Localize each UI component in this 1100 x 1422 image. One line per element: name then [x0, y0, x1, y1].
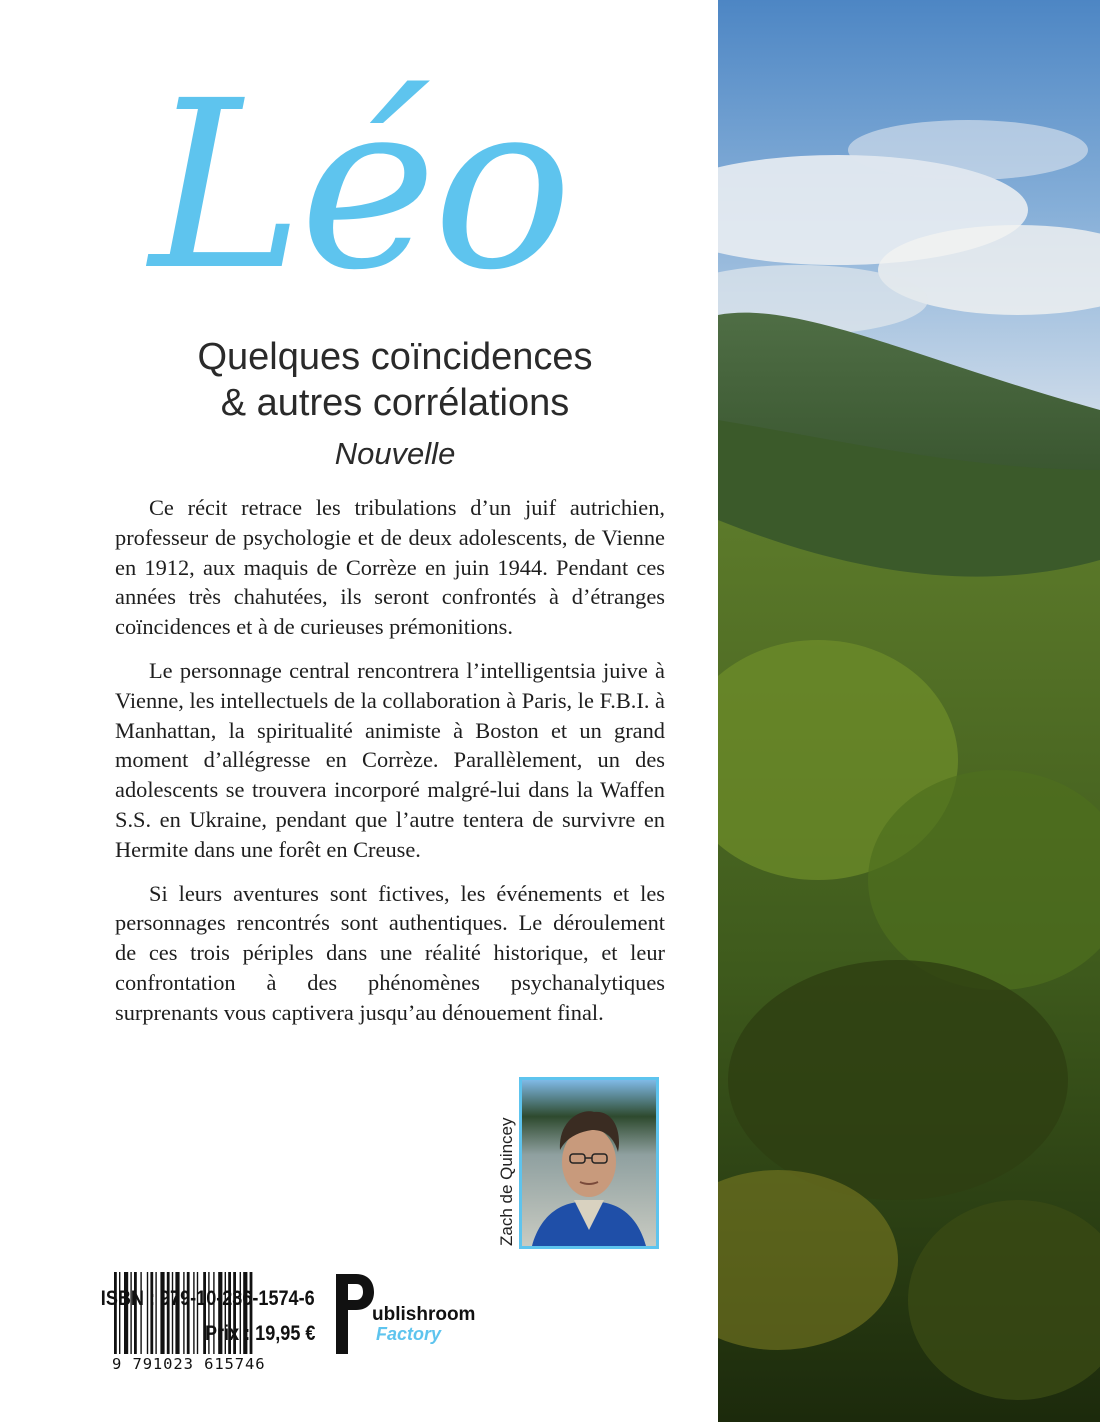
publisher-name: ublishroom — [372, 1304, 476, 1325]
book-genre: Nouvelle — [334, 436, 456, 471]
author-photo-frame — [519, 1077, 659, 1249]
blurb-paragraph-2: Le personnage central rencontrera l’intelligentsia juive à Vienne, les intellectuels de la collaboration à Paris, le F.B.I. à Manhattan, la spiritualité animiste à Boston et un grand moment d’allégresse en Corrèze. Parallèlement, un des adolescents se trouvera incorporé malgré-lui dans la Waffen S.S. en Ukraine, pendant que l’autre tentera de survivre en Hermite dans une forêt en Creuse. — [115, 657, 665, 862]
author-name: Zach de Quincey — [497, 1117, 516, 1246]
landscape-photo — [718, 0, 1100, 1422]
price: Prix : 19,95 € — [204, 1322, 315, 1345]
isbn: ISBN : 979-10-236-1574-6 — [101, 1287, 315, 1310]
subtitle-line-1: Quelques coïncidences — [197, 336, 593, 378]
blurb — [115, 493, 665, 1042]
book-title: Léo — [149, 51, 569, 321]
publisher-p-icon — [334, 1270, 376, 1358]
book-subtitle — [0, 334, 790, 426]
blurb-paragraph-1: Ce récit retrace les tribulations d’un juif autrichien, professeur de psychologie et de deux adolescents, de Vienne en 1912, aux maquis de Corrèze en juin 1944. Pendant ces années très chahutées, ils seront confrontés à d’étranges coïncidences et à de curieuses prémonitions. — [115, 495, 665, 640]
author-photo — [522, 1080, 656, 1246]
publisher-logo — [334, 1270, 476, 1360]
blurb-paragraph-3: Si leurs aventures sont fictives, les événements et les personnages rencontrés sont authentiques. Le déroulement de ces trois périples dans une réalité historique, et leur confrontation à des phénomènes psychanalytiques surprenants vous captivera jusqu’au dénouement final. — [115, 880, 665, 1025]
barcode-digits: 9 791023 615746 — [112, 1355, 266, 1373]
publisher-subname: Factory — [376, 1324, 442, 1344]
subtitle-line-2: & autres corrélations — [220, 382, 570, 424]
